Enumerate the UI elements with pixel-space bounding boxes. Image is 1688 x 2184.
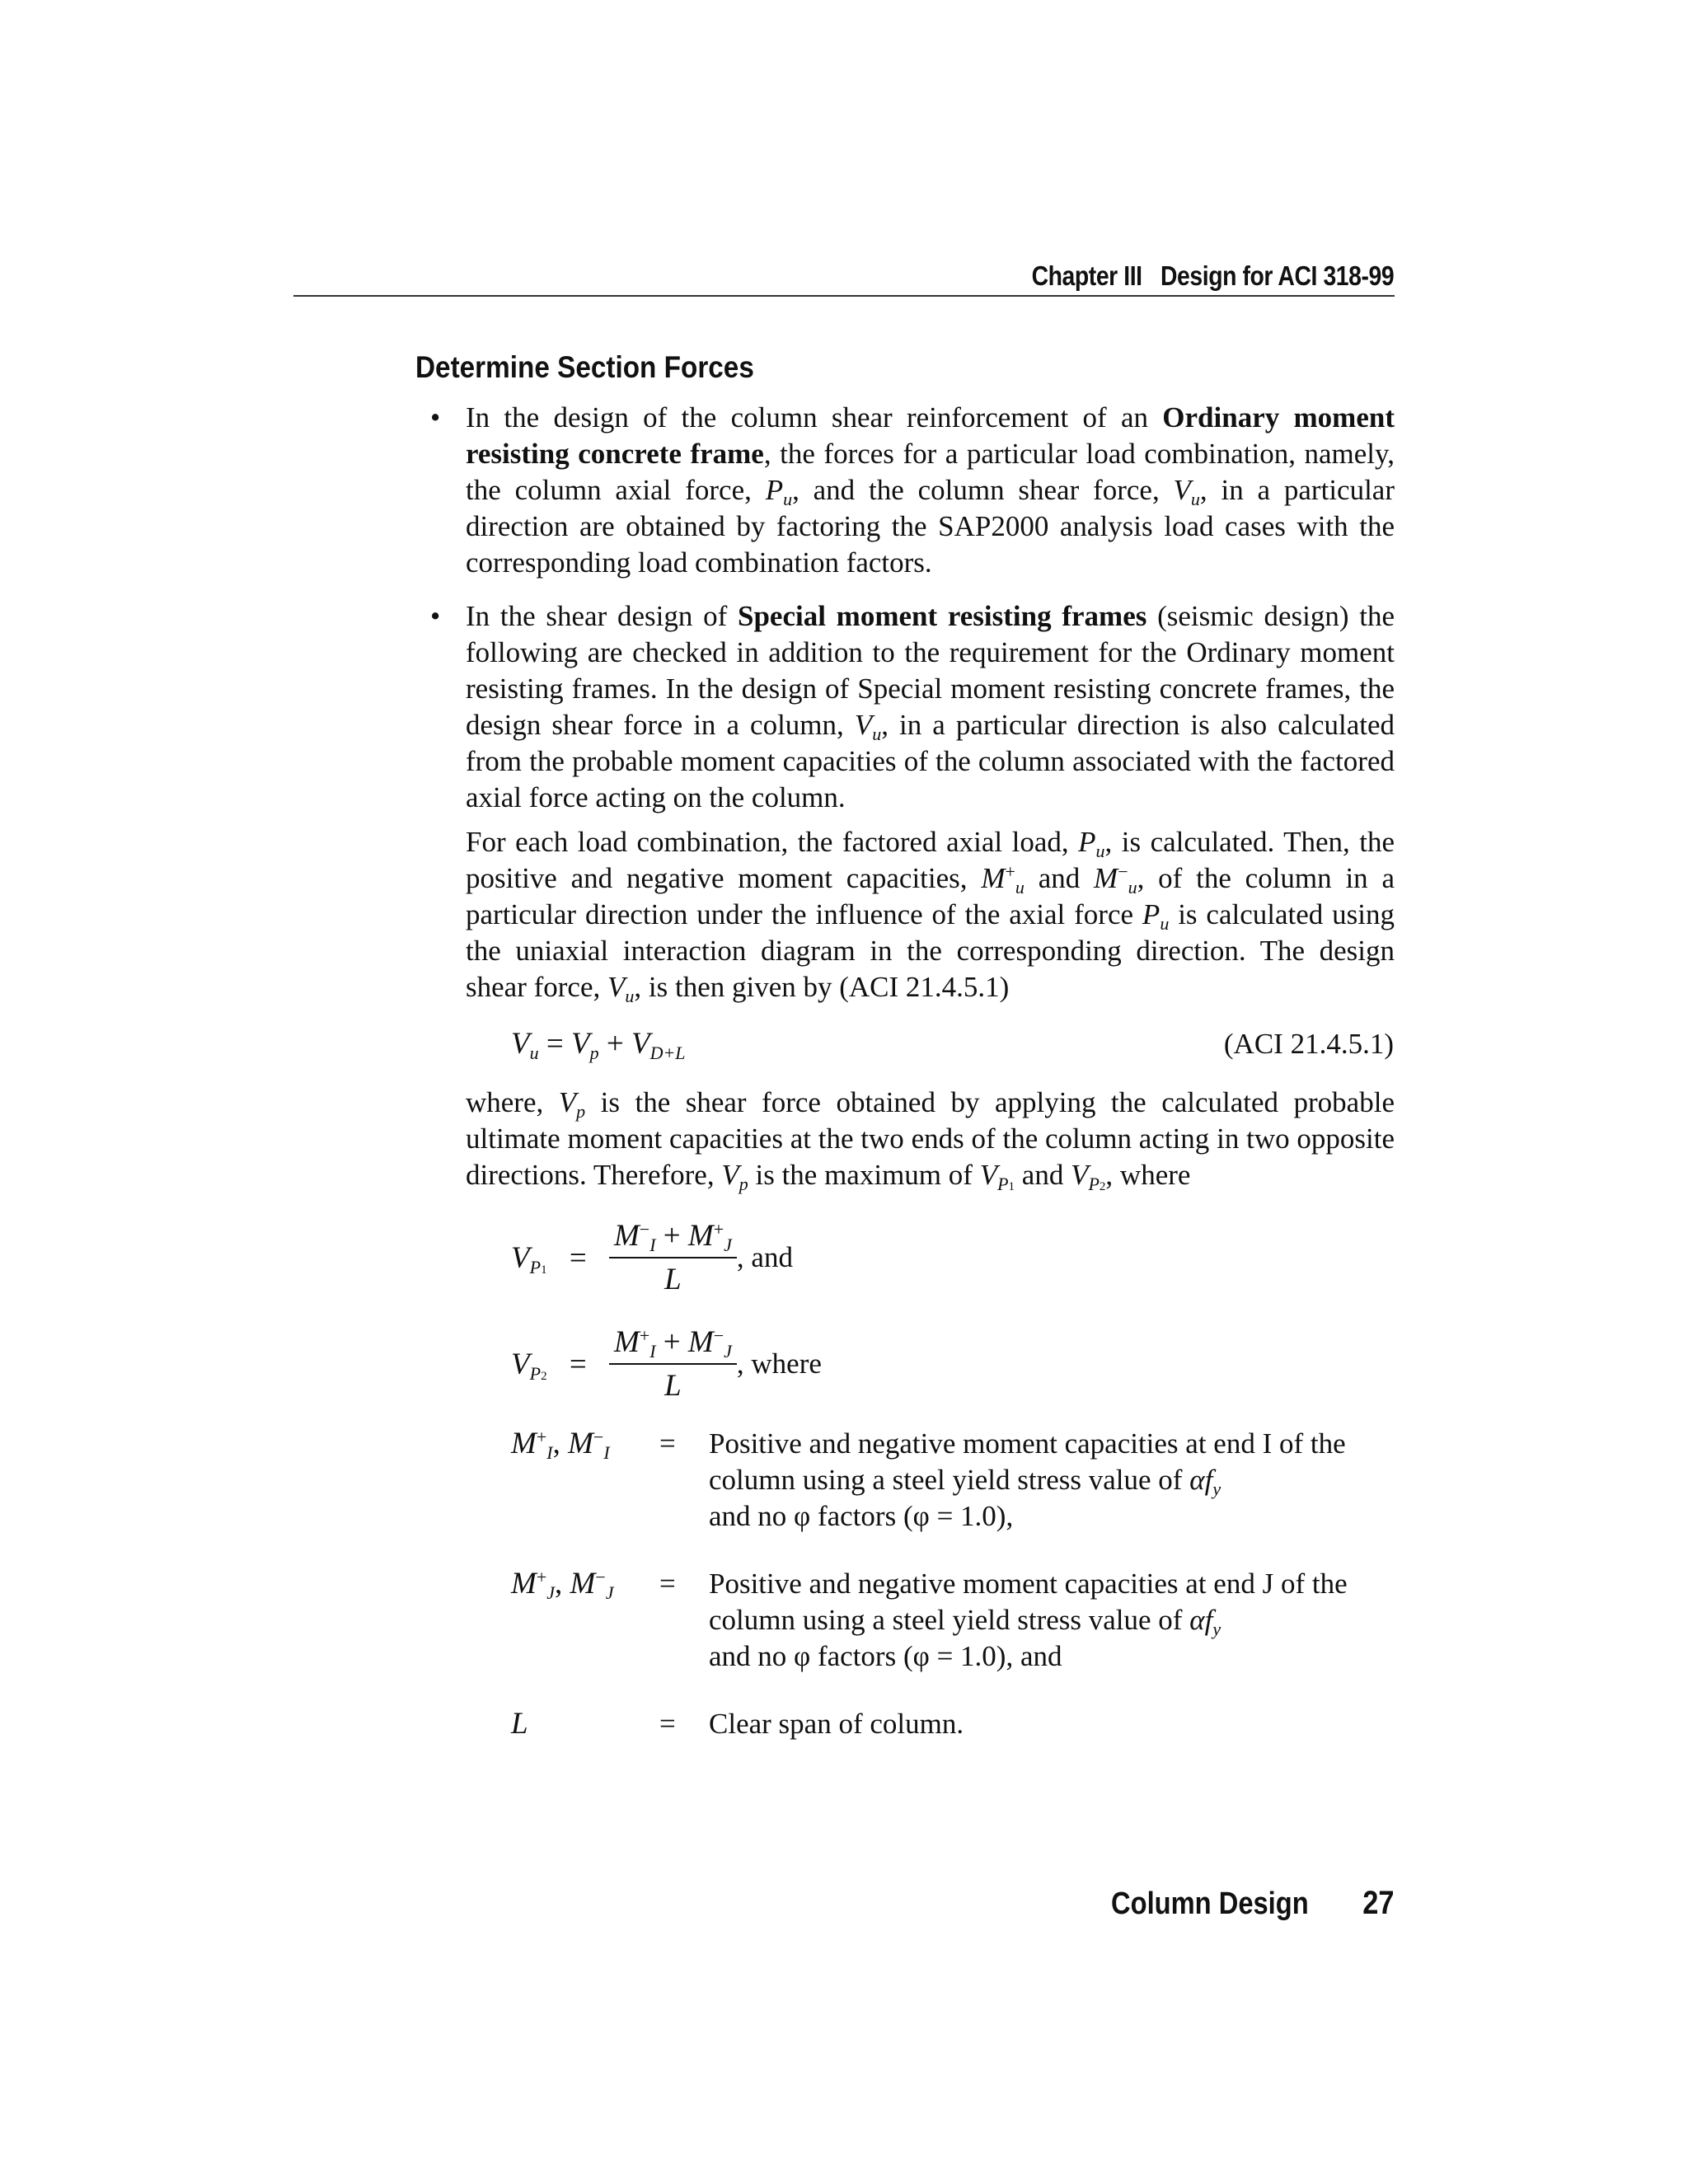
bullet-paragraph-1: In the design of the column shear reinforcement of an Ordinary moment resisting concrete frame, the forces for a particular load combination, namely, the column axial force, $P_u$, and the column shear force, $V_u$, in a particular direction are obtained by factoring the SAP2000 analysis load cases with the corresponding load combination factors. <box>466 401 1395 579</box>
vp1-fraction: $\frac{M^-_I + M^+_J}{L}$ <box>609 1218 737 1297</box>
bullet-marker-2: • <box>430 600 441 632</box>
paragraph-load-combination: For each load combination, the factored axial load, $P_u$, is calculated. Then, the positive and negative moment capacities, $M^+_u$ and $M^-_u$, of the column in a particular direction under the influence of the axial force $P_u$ is calculated using the uniaxial interaction diagram in the corresponding direction. The design shear force, $V_u$, is then given by (ACI 21.4.5.1) <box>466 826 1395 1006</box>
bullet-paragraph-2: In the shear design of Special moment resisting frames (seismic design) the following are checked in addition to the requirement for the Ordinary moment resisting frames. In the design of Special moment resisting concrete frames, the design shear force in a column, $V_u$, in a particular direction is also calculated from the probable moment capacities of the column associated with the factored axial force acting on the column. <box>466 600 1395 813</box>
vp2-suffix: , where <box>736 1347 822 1380</box>
definition-span: L = Clear span of column. <box>511 1707 964 1741</box>
vp2-equation: $V_{P2}$ = $\frac{M^+_I + M^-_J}{L}$ , where <box>511 1325 822 1403</box>
term-ordinary-frame: Ordinary moment resisting concrete frame <box>466 401 1395 470</box>
symbol-mj: $M^+_J$, $M^-_J$ <box>511 1567 614 1603</box>
shear-equation: $V_u = V_p + V_{D+L}$ <box>511 1027 686 1063</box>
vp1-suffix: , and <box>736 1241 793 1273</box>
vp2-fraction: $\frac{M^+_I + M^-_J}{L}$ <box>609 1324 737 1404</box>
paragraph-probable-shear: where, $V_p$ is the shear force obtained by applying the calculated probable ultimate moment capacities at the two ends of the column acting in two opposite directions. Therefore, $V_p$ is the maximum of $V_{P1}$ and $V_{P2}$, where <box>466 1086 1395 1194</box>
symbol-l: L <box>511 1707 528 1741</box>
header-rule <box>293 295 1395 297</box>
footer-title: Column Design <box>1111 1886 1309 1921</box>
page-number: 27 <box>1362 1885 1394 1921</box>
header-title: Design for ACI 318-99 <box>1160 260 1394 291</box>
equation-reference: (ACI 21.4.5.1) <box>1223 1028 1394 1060</box>
running-header <box>1031 260 1394 292</box>
symbol-mi: $M^+_I$, $M^-_I$ <box>511 1427 610 1463</box>
vp1-equation: $V_{P1}$ = $\frac{M^-_I + M^+_J}{L}$ , and <box>511 1219 793 1296</box>
header-chapter: Chapter III <box>1031 260 1142 291</box>
section-title: Determine Section Forces <box>415 350 754 384</box>
term-special-frames: Special moment resisting frames <box>737 600 1147 632</box>
definition-end-j: $M^+_J$, $M^-_J$ = Positive and negative moment capacities at end J of the column using a steel yield stress value of $\alpha f_y$ and no φ factors (φ = 1.0), and <box>511 1567 1348 1672</box>
definition-end-i: $M^+_I$, $M^-_I$ = Positive and negative moment capacities at end I of the column using a steel yield stress value of $\alpha f_y$ and no φ factors (φ = 1.0), <box>511 1427 1346 1532</box>
bullet-marker-1: • <box>430 401 441 434</box>
